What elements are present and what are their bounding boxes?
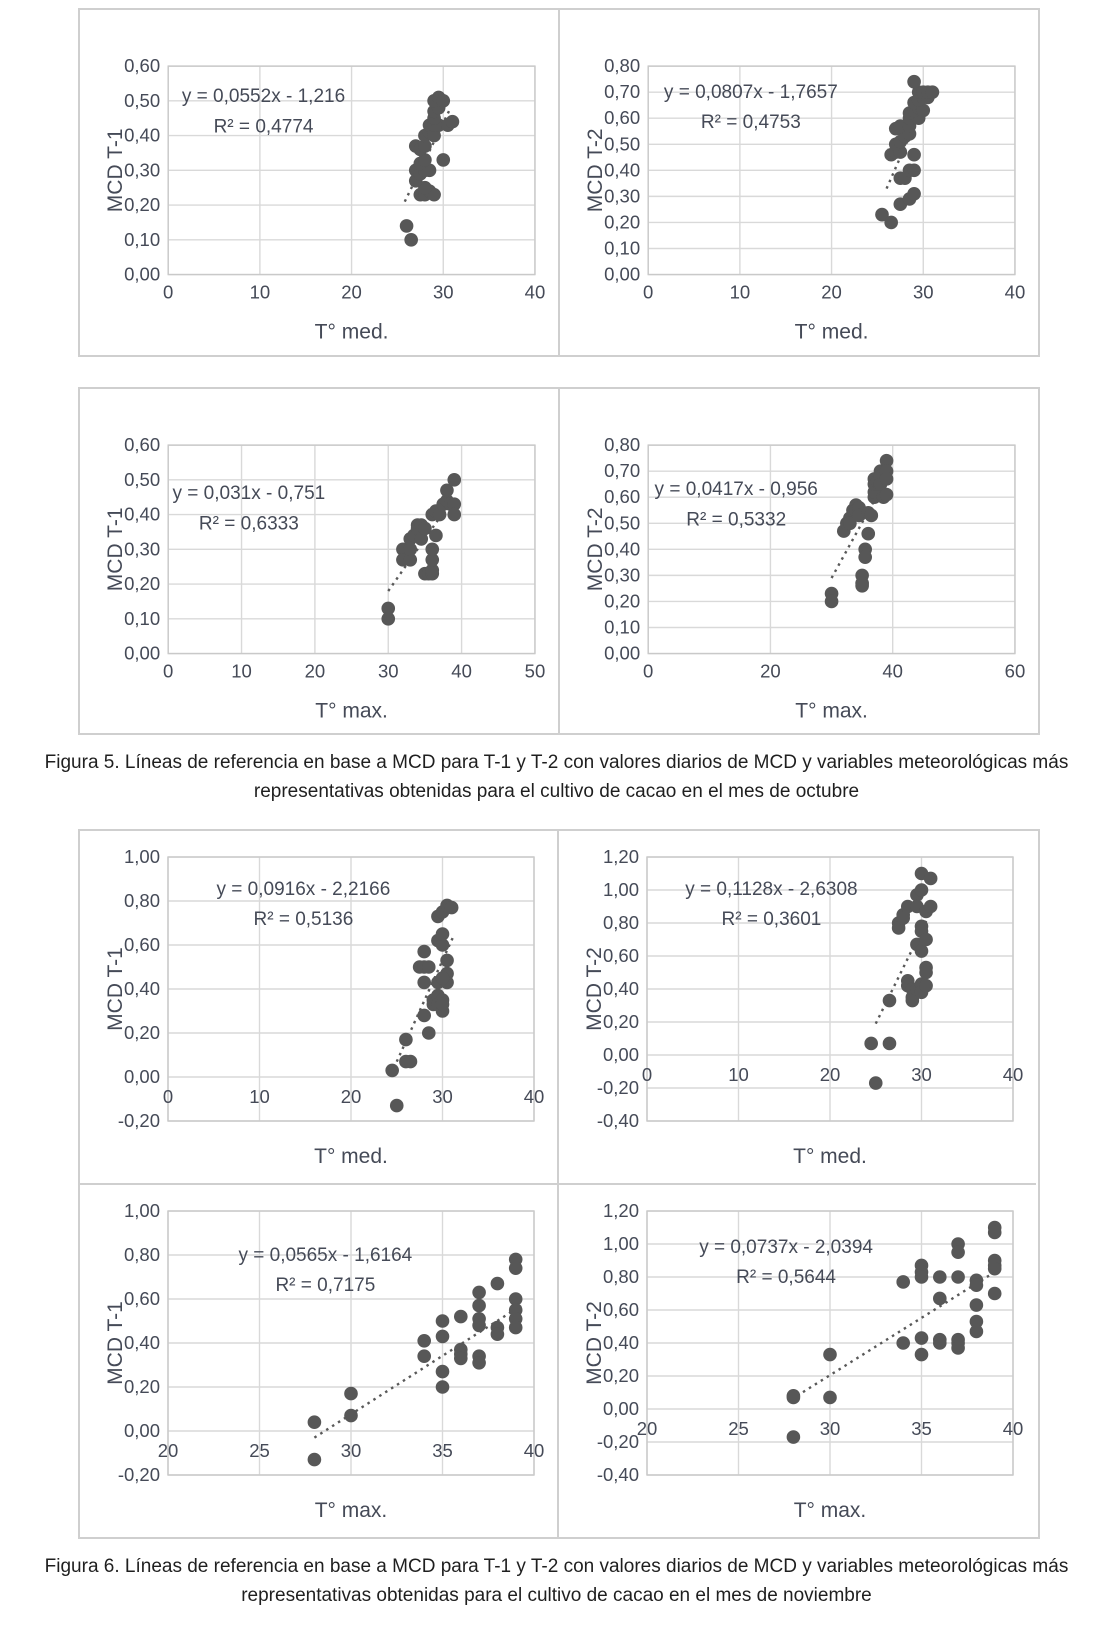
- r-squared-label: R² = 0,4753: [700, 112, 801, 134]
- data-point: [883, 1037, 897, 1051]
- data-point: [399, 1033, 413, 1047]
- x-tick-label: 20: [819, 1064, 841, 1086]
- data-point: [454, 1310, 468, 1324]
- y-tick-label: 0,60: [602, 1299, 639, 1321]
- data-point: [381, 612, 395, 626]
- x-tick-label: 0: [643, 281, 654, 303]
- x-tick-label: 40: [1002, 1418, 1024, 1440]
- y-tick-label: 0,00: [602, 1044, 639, 1066]
- data-point: [429, 528, 443, 542]
- trendline-equation: y = 0,0552x - 1,216: [181, 86, 346, 108]
- data-point: [447, 473, 461, 487]
- data-point: [933, 1270, 947, 1284]
- y-tick-label: 0,20: [602, 1365, 639, 1387]
- data-point: [926, 85, 940, 99]
- r-squared-label: R² = 0,4774: [213, 116, 314, 138]
- y-axis-title: MCD T-1: [104, 947, 127, 1031]
- figura5-row2: [78, 387, 1040, 736]
- r-squared-label: R² = 0,3601: [721, 909, 822, 931]
- y-tick-label: 1,20: [602, 846, 639, 868]
- chart-mcdt2-tmed-noviembre: [557, 831, 1036, 1183]
- y-tick-label: 0,20: [124, 194, 161, 216]
- data-point: [861, 527, 875, 541]
- y-tick-label: 0,80: [602, 1266, 639, 1288]
- trendline: [797, 1272, 995, 1396]
- data-point: [924, 872, 938, 886]
- data-point: [385, 1064, 399, 1078]
- x-tick-label: 20: [304, 660, 326, 682]
- y-tick-label: 0,40: [604, 538, 641, 560]
- y-tick-label: 0,70: [604, 81, 641, 103]
- y-tick-label: 0,80: [123, 890, 160, 912]
- data-point: [422, 960, 436, 974]
- data-point: [880, 472, 894, 486]
- data-point: [823, 1391, 837, 1405]
- chart-mcdt1-tmax-noviembre: [80, 1183, 557, 1537]
- y-tick-label: 0,10: [604, 616, 641, 638]
- data-point: [422, 1026, 436, 1040]
- y-tick-label: -0,20: [117, 1110, 160, 1132]
- y-tick-label: 0,40: [602, 1332, 639, 1354]
- data-point: [907, 164, 921, 178]
- x-axis-title: T° med.: [793, 1145, 867, 1169]
- data-point: [988, 1226, 1002, 1240]
- y-tick-label: 0,60: [124, 55, 161, 77]
- y-tick-label: 0,00: [123, 1066, 160, 1088]
- figura-6: [0, 829, 1113, 1611]
- data-point: [404, 233, 418, 247]
- data-point: [951, 1270, 965, 1284]
- y-tick-label: 0,20: [604, 590, 641, 612]
- x-tick-label: 60: [1004, 660, 1026, 682]
- x-tick-label: 10: [249, 281, 271, 303]
- y-tick-label: 0,60: [124, 433, 161, 455]
- data-point: [970, 1279, 984, 1293]
- data-point: [472, 1299, 486, 1313]
- data-point: [436, 998, 450, 1012]
- x-axis-title: T° max.: [793, 1499, 867, 1523]
- data-point: [491, 1328, 505, 1342]
- x-tick-label: 30: [340, 1440, 362, 1462]
- data-point: [436, 1330, 450, 1344]
- scatter-plot: [80, 10, 558, 355]
- data-point: [491, 1277, 505, 1291]
- y-tick-label: 0,40: [604, 159, 641, 181]
- data-point: [436, 971, 450, 985]
- y-tick-label: 0,70: [604, 459, 641, 481]
- y-tick-label: 0,00: [604, 642, 641, 664]
- data-point: [970, 1325, 984, 1339]
- y-tick-label: 0,80: [123, 1244, 160, 1266]
- x-tick-label: 0: [163, 660, 174, 682]
- data-point: [390, 1099, 404, 1113]
- x-tick-label: 10: [728, 1064, 749, 1086]
- x-tick-label: 40: [451, 660, 472, 682]
- data-point: [417, 1009, 431, 1023]
- data-point: [344, 1409, 358, 1423]
- x-tick-label: 0: [162, 1086, 174, 1108]
- y-tick-label: 0,60: [604, 485, 641, 507]
- data-point: [864, 1037, 878, 1051]
- data-point: [417, 976, 431, 990]
- y-axis-title: MCD T-1: [104, 507, 128, 591]
- data-point: [308, 1416, 322, 1430]
- trendline-equation: y = 0,031x - 0,751: [172, 482, 326, 504]
- trendline-equation: y = 0,0807x - 1,7657: [663, 82, 838, 104]
- y-tick-label: 0,40: [602, 978, 639, 1000]
- y-tick-label: -0,20: [596, 1431, 639, 1453]
- figura5-caption-line1: Figura 5. Líneas de referencia en base a MCD para T-1 y T-2 con valores diarios de MCD y variables meteorológicas más: [44, 752, 1069, 774]
- x-tick-label: 40: [524, 281, 546, 303]
- x-axis-title: T° max.: [314, 1499, 388, 1523]
- x-tick-label: 40: [1004, 281, 1026, 303]
- y-axis-title: MCD T-2: [584, 128, 608, 213]
- data-point: [864, 508, 878, 522]
- x-axis-title: T° med.: [794, 320, 869, 344]
- data-point: [896, 1336, 910, 1350]
- x-tick-label: 50: [524, 660, 546, 682]
- x-tick-label: 40: [523, 1086, 545, 1108]
- y-tick-label: 0,50: [604, 512, 641, 534]
- chart-mcdt2-tmax-noviembre: [557, 1183, 1036, 1537]
- data-point: [907, 187, 921, 201]
- trendline-equation: y = 0,1128x - 2,6308: [685, 879, 858, 901]
- y-tick-label: 0,00: [123, 1420, 160, 1442]
- figura5-caption: [0, 749, 1113, 807]
- y-tick-label: 0,40: [123, 1332, 160, 1354]
- data-point: [472, 1356, 486, 1370]
- y-tick-label: 1,00: [123, 846, 160, 868]
- x-tick-label: 25: [249, 1440, 270, 1462]
- data-point: [907, 75, 921, 89]
- y-tick-label: 1,00: [602, 1233, 639, 1255]
- data-point: [951, 1246, 965, 1260]
- y-tick-label: 0,60: [604, 107, 641, 129]
- data-point: [308, 1453, 322, 1467]
- data-point: [446, 115, 460, 129]
- data-point: [436, 1365, 450, 1379]
- y-tick-label: 0,20: [123, 1022, 160, 1044]
- data-point: [858, 550, 872, 564]
- data-point: [440, 954, 454, 968]
- x-axis-title: T° max.: [315, 699, 388, 723]
- data-point: [880, 488, 894, 502]
- chart-mcdt1-tmed-octubre: [80, 10, 558, 355]
- y-tick-label: 0,10: [124, 228, 161, 250]
- y-tick-label: 0,80: [604, 55, 641, 77]
- r-squared-label: R² = 0,6333: [198, 513, 299, 535]
- x-tick-label: 40: [882, 660, 904, 682]
- scatter-plot: [559, 1185, 1036, 1537]
- data-point: [915, 1270, 929, 1284]
- data-point: [970, 1298, 984, 1312]
- y-tick-label: 1,00: [602, 879, 639, 901]
- data-point: [915, 883, 929, 897]
- r-squared-label: R² = 0,5136: [253, 909, 354, 931]
- figura6-caption-line2: representativas obtenidas para el cultivo de cacao en el mes de noviembre: [241, 1585, 872, 1607]
- x-tick-label: 30: [432, 281, 454, 303]
- scatter-plot: [560, 389, 1038, 734]
- y-tick-label: 0,40: [124, 124, 161, 146]
- chart-mcdt1-tmax-octubre: [80, 389, 558, 734]
- x-tick-label: 30: [377, 660, 399, 682]
- y-tick-label: 0,20: [123, 1376, 160, 1398]
- data-point: [436, 927, 450, 941]
- figura-5: [0, 8, 1113, 807]
- data-point: [919, 933, 933, 947]
- y-tick-label: 0,00: [124, 642, 161, 664]
- x-tick-label: 10: [231, 660, 252, 682]
- data-point: [509, 1321, 523, 1335]
- figura5-row1: [78, 8, 1040, 357]
- r-squared-label: R² = 0,7175: [275, 1275, 376, 1297]
- y-tick-label: 1,00: [123, 1200, 160, 1222]
- x-axis-title: T° med.: [314, 1145, 388, 1169]
- trendline-equation: y = 0,0737x - 2,0394: [699, 1237, 873, 1259]
- data-point: [417, 945, 431, 959]
- y-tick-label: 0,80: [602, 912, 639, 934]
- data-point: [869, 1076, 883, 1090]
- data-point: [472, 1319, 486, 1333]
- y-tick-label: 0,30: [124, 159, 161, 181]
- y-tick-label: 0,40: [123, 978, 160, 1000]
- y-tick-label: 0,40: [124, 503, 161, 525]
- y-tick-label: -0,40: [596, 1110, 639, 1132]
- x-tick-label: 35: [911, 1418, 932, 1440]
- data-point: [787, 1391, 801, 1405]
- data-point: [436, 94, 450, 108]
- y-axis-title: MCD T-2: [584, 507, 608, 591]
- figura6-grid: [78, 829, 1040, 1539]
- y-tick-label: 0,80: [604, 433, 641, 455]
- y-tick-label: 0,50: [124, 89, 161, 111]
- x-tick-label: 20: [821, 281, 842, 303]
- x-tick-label: 20: [157, 1440, 179, 1462]
- data-point: [919, 966, 933, 980]
- x-tick-label: 40: [1002, 1064, 1024, 1086]
- x-tick-label: 10: [729, 281, 751, 303]
- x-tick-label: 0: [643, 660, 654, 682]
- data-point: [447, 507, 461, 521]
- y-tick-label: 0,60: [123, 934, 160, 956]
- x-tick-label: 20: [340, 1086, 362, 1108]
- chart-mcdt2-tmed-octubre: [558, 10, 1038, 355]
- x-axis-title: T° max.: [795, 699, 868, 723]
- data-point: [787, 1430, 801, 1444]
- chart-mcdt1-tmed-noviembre: [80, 831, 557, 1183]
- data-point: [988, 1287, 1002, 1301]
- x-tick-label: 20: [760, 660, 781, 682]
- y-axis-title: MCD T-1: [104, 128, 128, 213]
- y-tick-label: -0,20: [117, 1464, 160, 1486]
- y-axis-title: MCD T-1: [104, 1301, 127, 1385]
- data-point: [915, 1331, 929, 1345]
- y-tick-label: 0,50: [124, 468, 161, 490]
- y-tick-label: 0,30: [604, 185, 641, 207]
- data-point: [445, 901, 459, 915]
- figura5-caption-line2: representativas obtenidas para el cultivo de cacao en el mes de octubre: [253, 781, 860, 803]
- x-tick-label: 20: [341, 281, 362, 303]
- data-point: [919, 979, 933, 993]
- figura6-caption: [0, 1553, 1113, 1611]
- data-point: [823, 1348, 837, 1362]
- y-tick-label: 0,10: [604, 237, 641, 259]
- scatter-plot: [80, 831, 557, 1183]
- r-squared-label: R² = 0,5332: [686, 509, 787, 531]
- y-tick-label: -0,20: [596, 1077, 639, 1099]
- y-tick-label: 0,00: [124, 263, 161, 285]
- trendline-equation: y = 0,0417x - 0,956: [654, 478, 818, 500]
- x-tick-label: 0: [163, 281, 174, 303]
- x-tick-label: 20: [636, 1418, 658, 1440]
- trendline-equation: y = 0,0916x - 2,2166: [216, 879, 391, 901]
- data-point: [472, 1286, 486, 1300]
- x-axis-title: T° med.: [314, 320, 389, 344]
- chart-mcdt2-tmax-octubre: [558, 389, 1038, 734]
- data-point: [907, 148, 921, 162]
- data-point: [417, 1334, 431, 1348]
- data-point: [436, 1314, 450, 1328]
- data-point: [404, 1055, 418, 1069]
- y-tick-label: 0,60: [123, 1288, 160, 1310]
- data-point: [855, 579, 869, 593]
- y-tick-label: 0,30: [604, 564, 641, 586]
- x-tick-label: 10: [249, 1086, 270, 1108]
- data-point: [933, 1292, 947, 1306]
- trendline-equation: y = 0,0565x - 1,6164: [238, 1245, 413, 1267]
- x-tick-label: 30: [432, 1086, 453, 1108]
- scatter-plot: [560, 10, 1038, 355]
- y-tick-label: 0,60: [602, 945, 639, 967]
- scatter-plot: [80, 389, 558, 734]
- data-point: [436, 1380, 450, 1394]
- scatter-plot: [80, 1185, 557, 1537]
- x-tick-label: 40: [523, 1440, 545, 1462]
- data-point: [924, 900, 938, 914]
- y-tick-label: 0,50: [604, 133, 641, 155]
- data-point: [425, 542, 439, 556]
- y-tick-label: 0,00: [602, 1398, 639, 1420]
- data-point: [509, 1262, 523, 1276]
- y-axis-title: MCD T-2: [583, 1301, 606, 1385]
- data-point: [400, 219, 414, 233]
- x-tick-label: 25: [728, 1418, 749, 1440]
- data-point: [417, 1350, 431, 1364]
- data-point: [344, 1387, 358, 1401]
- y-tick-label: 1,20: [602, 1200, 639, 1222]
- x-tick-label: 30: [911, 1064, 932, 1086]
- y-tick-label: 0,00: [604, 263, 641, 285]
- y-tick-label: 0,20: [124, 572, 161, 594]
- r-squared-label: R² = 0,5644: [736, 1267, 836, 1289]
- data-point: [883, 994, 897, 1008]
- x-tick-label: 35: [432, 1440, 453, 1462]
- y-tick-label: 0,20: [602, 1011, 639, 1033]
- data-point: [933, 1336, 947, 1350]
- y-tick-label: 0,20: [604, 211, 641, 233]
- data-point: [454, 1352, 468, 1366]
- data-point: [825, 594, 839, 608]
- data-point: [884, 216, 898, 230]
- figura6-caption-line1: Figura 6. Líneas de referencia en base a MCD para T-1 y T-2 con valores diarios de MCD y variables meteorológicas más: [44, 1556, 1069, 1578]
- x-tick-label: 30: [912, 281, 934, 303]
- data-point: [951, 1341, 965, 1355]
- data-point: [896, 1275, 910, 1289]
- y-tick-label: -0,40: [596, 1464, 639, 1486]
- x-tick-label: 30: [819, 1418, 841, 1440]
- data-point: [915, 1348, 929, 1362]
- scatter-plot: [559, 831, 1036, 1183]
- y-axis-title: MCD T-2: [583, 947, 606, 1031]
- data-point: [988, 1262, 1002, 1276]
- data-point: [436, 153, 450, 167]
- x-tick-label: 0: [641, 1064, 653, 1086]
- y-tick-label: 0,30: [124, 538, 161, 560]
- y-tick-label: 0,10: [124, 607, 161, 629]
